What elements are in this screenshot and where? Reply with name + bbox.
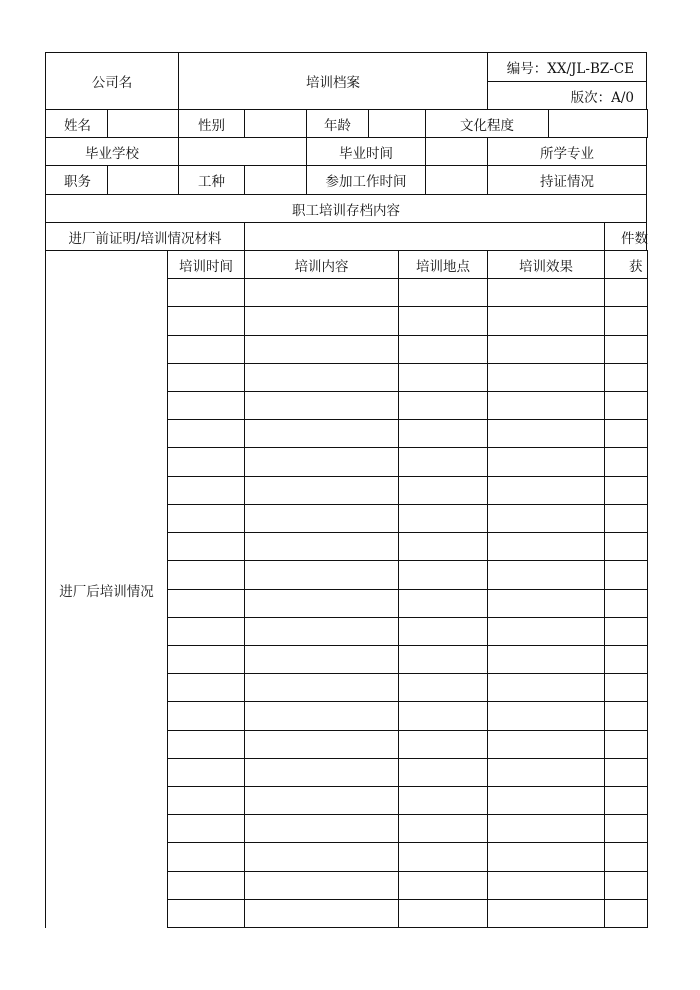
training-content-cell[interactable]: [244, 645, 399, 674]
certificate-obtained-cell[interactable]: [604, 842, 648, 872]
training-time-cell[interactable]: [167, 871, 245, 900]
training-location-cell[interactable]: [398, 645, 488, 674]
training-location-cell[interactable]: [398, 306, 488, 336]
training-time-cell[interactable]: [167, 645, 245, 674]
training-time-cell[interactable]: [167, 617, 245, 646]
training-effect-cell[interactable]: [487, 306, 605, 336]
training-effect-cell[interactable]: [487, 278, 605, 307]
training-effect-cell[interactable]: [487, 560, 605, 590]
training-content-cell[interactable]: [244, 899, 399, 928]
age-label: 年龄: [306, 109, 369, 138]
post-entry-label: 进厂后培训情况: [45, 250, 168, 928]
certificate-obtained-header: 获: [604, 250, 648, 279]
training-location-cell[interactable]: [398, 617, 488, 646]
certificate-obtained-cell[interactable]: [604, 701, 648, 731]
training-time-cell[interactable]: [167, 560, 245, 590]
position-label: 职务: [45, 165, 108, 195]
form-title: 培训档案: [178, 52, 488, 110]
school-label: 毕业学校: [45, 137, 179, 166]
training-location-header: 培训地点: [398, 250, 488, 279]
training-location-cell[interactable]: [398, 532, 488, 561]
job-type-field[interactable]: [244, 165, 307, 195]
training-location-cell[interactable]: [398, 899, 488, 928]
training-content-cell[interactable]: [244, 842, 399, 872]
certificate-obtained-cell[interactable]: [604, 899, 648, 928]
document-version: 版次：A/0: [487, 81, 647, 110]
training-effect-cell[interactable]: [487, 871, 605, 900]
training-effect-cell[interactable]: [487, 701, 605, 731]
major-label: 所学专业: [487, 137, 647, 166]
certificate-obtained-cell[interactable]: [604, 560, 648, 590]
training-effect-cell[interactable]: [487, 673, 605, 702]
certificate-obtained-cell[interactable]: [604, 645, 648, 674]
position-field[interactable]: [107, 165, 179, 195]
training-time-cell[interactable]: [167, 391, 245, 420]
training-content-header: 培训内容: [244, 250, 399, 279]
training-effect-cell[interactable]: [487, 730, 605, 759]
count-label: 件数: [604, 222, 647, 251]
training-time-cell[interactable]: [167, 786, 245, 815]
name-label: 姓名: [45, 109, 108, 138]
document-code: 编号：XX/JL-BZ-CE: [487, 52, 647, 82]
training-content-cell[interactable]: [244, 335, 399, 364]
training-content-cell[interactable]: [244, 617, 399, 646]
training-effect-header: 培训效果: [487, 250, 605, 279]
certificate-obtained-cell[interactable]: [604, 335, 648, 364]
training-content-cell[interactable]: [244, 758, 399, 787]
training-content-cell[interactable]: [244, 363, 399, 392]
training-time-cell[interactable]: [167, 758, 245, 787]
training-effect-cell[interactable]: [487, 786, 605, 815]
gender-field[interactable]: [244, 109, 307, 138]
training-content-cell[interactable]: [244, 814, 399, 843]
training-effect-cell[interactable]: [487, 391, 605, 420]
school-field[interactable]: [178, 137, 307, 166]
training-content-cell[interactable]: [244, 504, 399, 533]
training-location-cell[interactable]: [398, 391, 488, 420]
training-location-cell[interactable]: [398, 673, 488, 702]
training-time-cell[interactable]: [167, 363, 245, 392]
certificate-obtained-cell[interactable]: [604, 306, 648, 336]
training-effect-cell[interactable]: [487, 645, 605, 674]
certificate-obtained-cell[interactable]: [604, 786, 648, 815]
training-effect-cell[interactable]: [487, 532, 605, 561]
training-location-cell[interactable]: [398, 447, 488, 477]
training-effect-cell[interactable]: [487, 335, 605, 364]
training-location-cell[interactable]: [398, 335, 488, 364]
training-location-cell[interactable]: [398, 786, 488, 815]
training-effect-cell[interactable]: [487, 842, 605, 872]
certificate-obtained-cell[interactable]: [604, 391, 648, 420]
training-content-cell[interactable]: [244, 419, 399, 448]
training-time-cell[interactable]: [167, 589, 245, 618]
pre-entry-field[interactable]: [244, 222, 605, 251]
training-time-cell[interactable]: [167, 447, 245, 477]
training-location-cell[interactable]: [398, 589, 488, 618]
certificate-obtained-cell[interactable]: [604, 363, 648, 392]
training-content-cell[interactable]: [244, 476, 399, 505]
training-location-cell[interactable]: [398, 363, 488, 392]
training-content-cell[interactable]: [244, 278, 399, 307]
age-field[interactable]: [368, 109, 426, 138]
certificate-obtained-cell[interactable]: [604, 673, 648, 702]
certificate-obtained-cell[interactable]: [604, 617, 648, 646]
work-start-field[interactable]: [425, 165, 488, 195]
training-content-cell[interactable]: [244, 306, 399, 336]
training-content-cell[interactable]: [244, 589, 399, 618]
training-effect-cell[interactable]: [487, 589, 605, 618]
training-location-cell[interactable]: [398, 419, 488, 448]
training-time-cell[interactable]: [167, 476, 245, 505]
gender-label: 性别: [178, 109, 245, 138]
training-time-cell[interactable]: [167, 504, 245, 533]
certificate-obtained-cell[interactable]: [604, 476, 648, 505]
training-time-cell[interactable]: [167, 673, 245, 702]
work-start-label: 参加工作时间: [306, 165, 426, 195]
training-location-cell[interactable]: [398, 476, 488, 505]
certificate-obtained-cell[interactable]: [604, 278, 648, 307]
training-effect-cell[interactable]: [487, 447, 605, 477]
training-location-cell[interactable]: [398, 814, 488, 843]
training-time-cell[interactable]: [167, 278, 245, 307]
certificate-obtained-cell[interactable]: [604, 871, 648, 900]
certificate-obtained-cell[interactable]: [604, 758, 648, 787]
training-effect-cell[interactable]: [487, 758, 605, 787]
training-effect-cell[interactable]: [487, 617, 605, 646]
training-location-cell[interactable]: [398, 730, 488, 759]
section-title: 职工培训存档内容: [45, 194, 647, 223]
education-field[interactable]: [548, 109, 648, 138]
certificate-obtained-cell[interactable]: [604, 814, 648, 843]
certificate-obtained-cell[interactable]: [604, 730, 648, 759]
training-content-cell[interactable]: [244, 532, 399, 561]
training-effect-cell[interactable]: [487, 476, 605, 505]
training-content-cell[interactable]: [244, 730, 399, 759]
education-label: 文化程度: [425, 109, 549, 138]
training-time-cell[interactable]: [167, 730, 245, 759]
training-location-cell[interactable]: [398, 701, 488, 731]
training-effect-cell[interactable]: [487, 814, 605, 843]
training-content-cell[interactable]: [244, 391, 399, 420]
pre-entry-label: 进厂前证明/培训情况材料: [45, 222, 245, 251]
training-location-cell[interactable]: [398, 504, 488, 533]
training-content-cell[interactable]: [244, 701, 399, 731]
certificate-obtained-cell[interactable]: [604, 447, 648, 477]
certificate-obtained-cell[interactable]: [604, 504, 648, 533]
grad-time-field[interactable]: [425, 137, 488, 166]
training-time-cell[interactable]: [167, 701, 245, 731]
certificate-obtained-cell[interactable]: [604, 589, 648, 618]
certificates-label: 持证情况: [487, 165, 647, 195]
training-location-cell[interactable]: [398, 871, 488, 900]
training-location-cell[interactable]: [398, 560, 488, 590]
training-location-cell[interactable]: [398, 278, 488, 307]
certificate-obtained-cell[interactable]: [604, 419, 648, 448]
training-content-cell[interactable]: [244, 871, 399, 900]
training-location-cell[interactable]: [398, 758, 488, 787]
training-content-cell[interactable]: [244, 673, 399, 702]
training-content-cell[interactable]: [244, 447, 399, 477]
training-effect-cell[interactable]: [487, 363, 605, 392]
job-type-label: 工种: [178, 165, 245, 195]
company-name-cell: 公司名: [45, 52, 179, 110]
training-time-cell[interactable]: [167, 306, 245, 336]
training-time-header: 培训时间: [167, 250, 245, 279]
name-field[interactable]: [107, 109, 179, 138]
grad-time-label: 毕业时间: [306, 137, 426, 166]
training-location-cell[interactable]: [398, 842, 488, 872]
training-effect-cell[interactable]: [487, 899, 605, 928]
training-time-cell[interactable]: [167, 419, 245, 448]
training-effect-cell[interactable]: [487, 504, 605, 533]
training-time-cell[interactable]: [167, 814, 245, 843]
training-effect-cell[interactable]: [487, 419, 605, 448]
training-content-cell[interactable]: [244, 560, 399, 590]
training-time-cell[interactable]: [167, 842, 245, 872]
training-time-cell[interactable]: [167, 532, 245, 561]
training-content-cell[interactable]: [244, 786, 399, 815]
training-time-cell[interactable]: [167, 335, 245, 364]
certificate-obtained-cell[interactable]: [604, 532, 648, 561]
training-time-cell[interactable]: [167, 899, 245, 928]
